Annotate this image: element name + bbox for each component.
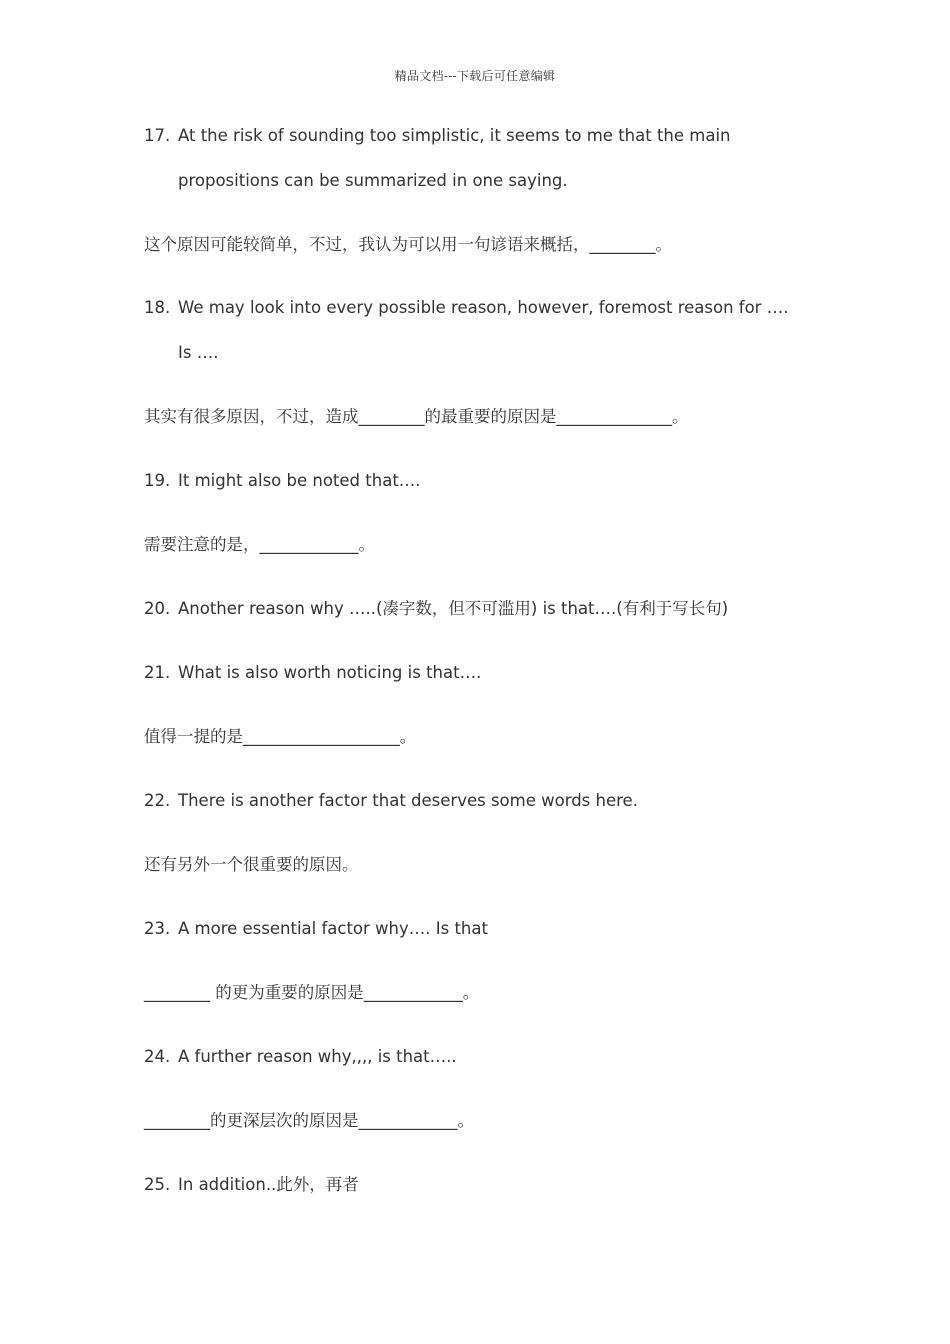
item-22: [144, 791, 638, 811]
item-19-chinese: 需要注意的是，____________。: [144, 535, 375, 554]
item-21: [144, 663, 481, 683]
item-18-chinese: 其实有很多原因，不过，造成________的最重要的原因是______________。: [144, 407, 689, 426]
item-english: A further reason why,,,, is that…..: [178, 1047, 457, 1066]
item-english: What is also worth noticing is that….: [178, 663, 482, 682]
item-24-chinese: ________的更深层次的原因是____________。: [144, 1111, 474, 1130]
item-number: 17.: [144, 126, 171, 145]
item-number: 21.: [144, 663, 171, 682]
page-header: 精品文档---下载后可任意编辑: [394, 69, 556, 83]
item-number: 22.: [144, 791, 171, 810]
item-english: At the risk of sounding too simplistic, it seems to me that the main: [178, 126, 731, 145]
item-18: [144, 298, 788, 318]
item-number: 19.: [144, 471, 171, 490]
item-english: There is another factor that deserves some words here.: [178, 791, 638, 810]
item-17: [144, 126, 731, 146]
item-number: 20.: [144, 599, 171, 618]
item-english: In addition..此外，再者: [178, 1175, 359, 1194]
item-english: A more essential factor why…. Is that: [178, 919, 488, 938]
item-english: It might also be noted that….: [178, 471, 421, 490]
item-number: 25.: [144, 1175, 171, 1194]
item-number: 24.: [144, 1047, 171, 1066]
item-23: [144, 919, 488, 939]
item-23-chinese: ________ 的更为重要的原因是____________。: [144, 983, 480, 1002]
item-24: [144, 1047, 457, 1067]
item-number: 23.: [144, 919, 171, 938]
item-english: Another reason why …..(凑字数，但不可滥用) is that….(有利于写长句): [178, 599, 729, 618]
item-20: [144, 599, 728, 619]
item-21-chinese: 值得一提的是___________________。: [144, 727, 417, 746]
item-18-continuation: Is ….: [178, 343, 219, 362]
item-english: We may look into every possible reason, however, foremost reason for ….: [178, 298, 789, 317]
item-17-chinese: 这个原因可能较简单，不过，我认为可以用一句谚语来概括，________。: [144, 235, 672, 254]
item-25: [144, 1175, 359, 1195]
item-19: [144, 471, 421, 491]
item-17-continuation: propositions can be summarized in one saying.: [178, 171, 568, 190]
item-number: 18.: [144, 298, 171, 317]
item-22-chinese: 还有另外一个很重要的原因。: [144, 855, 359, 874]
